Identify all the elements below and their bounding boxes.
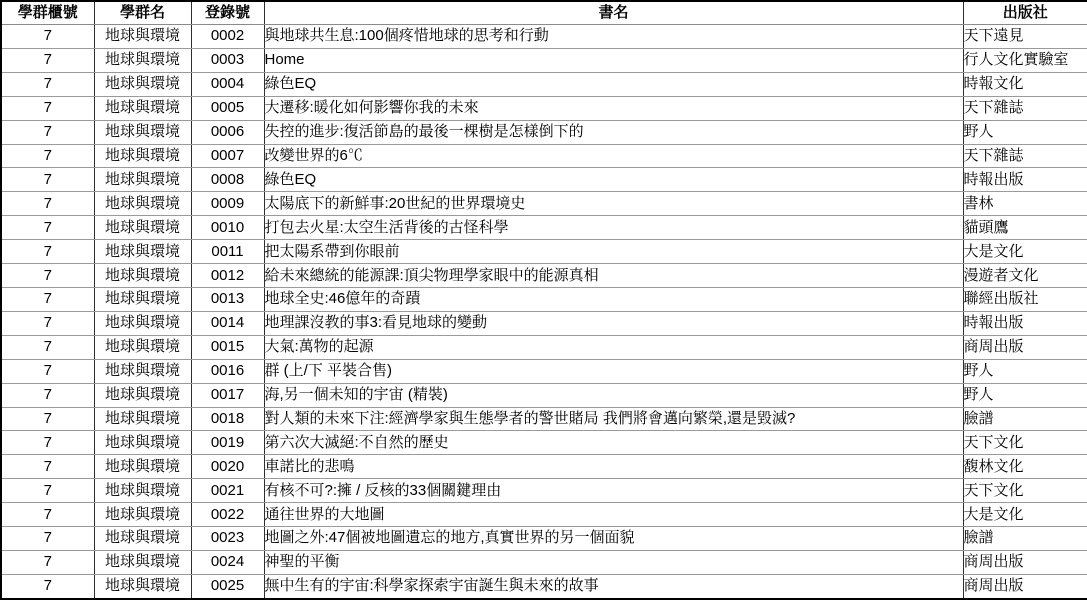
cell-group-name: 地球與環境 <box>94 479 191 503</box>
cell-group-name: 地球與環境 <box>94 192 191 216</box>
cell-publisher: 商周出版 <box>963 335 1087 359</box>
cell-group-cabinet-number: 7 <box>1 455 94 479</box>
cell-group-cabinet-number: 7 <box>1 503 94 527</box>
cell-group-name: 地球與環境 <box>94 48 191 72</box>
cell-group-cabinet-number: 7 <box>1 264 94 288</box>
cell-group-name: 地球與環境 <box>94 407 191 431</box>
cell-publisher: 商周出版 <box>963 577 1024 595</box>
cell-book-title: 地理課沒教的事3:看見地球的變動 <box>264 311 963 335</box>
table-row <box>1 264 1087 288</box>
table-row <box>1 96 1087 120</box>
table-row <box>1 550 1087 574</box>
cell-registration-number: 0009 <box>191 192 264 216</box>
cell-book-title: 綠色EQ <box>264 72 963 96</box>
cell-group-name: 地球與環境 <box>94 359 191 383</box>
cell-registration-number: 0004 <box>191 72 264 96</box>
cell-publisher: 天下雜誌 <box>963 144 1087 168</box>
cell-group-name: 地球與環境 <box>94 264 191 288</box>
cell-group-cabinet-number: 7 <box>1 25 94 49</box>
cell-book-title: 神聖的平衡 <box>264 550 963 574</box>
table-row <box>1 479 1087 503</box>
cell-registration-number: 0018 <box>191 407 264 431</box>
cell-registration-number: 0010 <box>191 216 264 240</box>
cell-group-cabinet-number: 7 <box>1 407 94 431</box>
table-row <box>1 72 1087 96</box>
cell-group-name: 地球與環境 <box>94 335 191 359</box>
cell-registration-number: 0006 <box>191 120 264 144</box>
table-row <box>1 455 1087 479</box>
cell-publisher: 天下雜誌 <box>963 96 1087 120</box>
table-row <box>1 503 1087 527</box>
cell-book-title: 綠色EQ <box>264 168 963 192</box>
cell-book-title: 地圖之外:47個被地圖遺忘的地方,真實世界的另一個面貌 <box>264 527 963 551</box>
cell-book-title: 地球全史:46億年的奇蹟 <box>264 287 963 311</box>
cell-group-cabinet-number: 7 <box>1 311 94 335</box>
cell-registration-number: 0012 <box>191 264 264 288</box>
cell-book-title: 海,另一個未知的宇宙 (精裝) <box>264 383 963 407</box>
cell-registration-number: 0011 <box>191 240 264 264</box>
cell-publisher: 時報出版 <box>963 168 1087 192</box>
cell-group-name: 地球與環境 <box>94 216 191 240</box>
cell-publisher: 大是文化 <box>963 503 1087 527</box>
header-registration-number: 登錄號 <box>191 1 264 25</box>
table-row <box>1 383 1087 407</box>
table-row <box>1 48 1087 72</box>
cell-publisher: 天下文化 <box>963 431 1087 455</box>
table-row <box>1 407 1087 431</box>
cell-book-title: 與地球共生息:100個疼惜地球的思考和行動 <box>264 25 963 49</box>
cell-group-name: 地球與環境 <box>94 287 191 311</box>
cell-group-name: 地球與環境 <box>94 455 191 479</box>
cell-registration-number: 0013 <box>191 287 264 311</box>
cell-group-name: 地球與環境 <box>94 168 191 192</box>
cell-group-name: 地球與環境 <box>94 120 191 144</box>
table-row <box>1 144 1087 168</box>
cell-registration-number: 0017 <box>191 383 264 407</box>
cell-registration-number: 0019 <box>191 431 264 455</box>
cell-book-title: 無中生有的宇宙:科學家探索宇宙誕生與未來的故事 <box>264 574 963 599</box>
cell-registration-number: 0020 <box>191 455 264 479</box>
cell-publisher: 書林 <box>963 192 1087 216</box>
cell-registration-number: 0002 <box>191 25 264 49</box>
cell-publisher: 野人 <box>963 359 1087 383</box>
cell-book-title: 大氣:萬物的起源 <box>264 335 963 359</box>
cell-publisher: 馥林文化 <box>963 455 1087 479</box>
cell-group-cabinet-number: 7 <box>1 144 94 168</box>
cell-group-cabinet-number: 7 <box>1 287 94 311</box>
cell-group-cabinet-number: 7 <box>1 359 94 383</box>
cell-group-cabinet-number: 7 <box>1 383 94 407</box>
cell-publisher: 野人 <box>963 383 1087 407</box>
cell-registration-number: 0016 <box>191 359 264 383</box>
cell-group-cabinet-number: 7 <box>1 527 94 551</box>
cell-registration-number: 0008 <box>191 168 264 192</box>
cell-publisher: 臉譜 <box>963 407 1087 431</box>
cell-group-name: 地球與環境 <box>94 503 191 527</box>
cell-group-cabinet-number: 7 <box>1 192 94 216</box>
table-row <box>1 527 1087 551</box>
table-row <box>1 431 1087 455</box>
cell-publisher: 天下文化 <box>963 479 1087 503</box>
cell-book-title: 對人類的未來下注:經濟學家與生態學者的警世賭局 我們將會邁向繁榮,還是毀滅? <box>264 407 963 431</box>
table-row <box>1 359 1087 383</box>
cell-registration-number: 0025 <box>191 574 264 599</box>
cell-group-name: 地球與環境 <box>94 72 191 96</box>
cell-book-title: 改變世界的6℃ <box>264 144 963 168</box>
cell-group-name: 地球與環境 <box>94 311 191 335</box>
cell-registration-number: 0007 <box>191 144 264 168</box>
cell-book-title: 第六次大滅絕:不自然的歷史 <box>264 431 963 455</box>
cell-group-cabinet-number: 7 <box>1 216 94 240</box>
cell-publisher: 貓頭鷹 <box>963 216 1087 240</box>
header-row <box>1 1 1087 25</box>
cell-group-cabinet-number: 7 <box>1 335 94 359</box>
cell-registration-number: 0022 <box>191 503 264 527</box>
table-row <box>1 192 1087 216</box>
cell-registration-number: 0005 <box>191 96 264 120</box>
header-group-name: 學群名 <box>94 1 191 25</box>
cell-publisher: 聯經出版社 <box>963 287 1087 311</box>
cell-group-name: 地球與環境 <box>94 96 191 120</box>
header-publisher: 出版社 <box>963 1 1087 25</box>
cell-registration-number: 0015 <box>191 335 264 359</box>
cell-registration-number: 0024 <box>191 550 264 574</box>
table-row <box>1 240 1087 264</box>
cell-group-cabinet-number: 7 <box>1 431 94 455</box>
cell-group-name: 地球與環境 <box>94 550 191 574</box>
cell-book-title: 給未來總統的能源課:頂尖物理學家眼中的能源真相 <box>264 264 963 288</box>
cell-publisher: 大是文化 <box>963 240 1087 264</box>
cell-group-cabinet-number: 7 <box>1 120 94 144</box>
cell-group-name: 地球與環境 <box>94 383 191 407</box>
header-group-cabinet-number: 學群櫃號 <box>1 1 94 25</box>
cell-group-cabinet-number: 7 <box>1 240 94 264</box>
cell-book-title: 把太陽系帶到你眼前 <box>264 240 963 264</box>
cell-book-title: 太陽底下的新鮮事:20世紀的世界環境史 <box>264 192 963 216</box>
cell-publisher: 野人 <box>963 120 1087 144</box>
cell-group-cabinet-number: 7 <box>1 48 94 72</box>
cell-publisher: 商周出版 <box>963 550 1087 574</box>
table-row <box>1 287 1087 311</box>
cell-group-cabinet-number: 7 <box>1 168 94 192</box>
cell-registration-number: 0003 <box>191 48 264 72</box>
cell-group-name: 地球與環境 <box>94 25 191 49</box>
cell-book-title: 有核不可?:擁 / 反核的33個關鍵理由 <box>264 479 963 503</box>
cell-book-title: 通往世界的大地圖 <box>264 503 963 527</box>
cell-group-cabinet-number: 7 <box>1 96 94 120</box>
table-row <box>1 168 1087 192</box>
cell-book-title: 車諾比的悲鳴 <box>264 455 963 479</box>
cell-group-name: 地球與環境 <box>94 240 191 264</box>
cell-group-cabinet-number: 7 <box>1 550 94 574</box>
table-row <box>1 311 1087 335</box>
cell-group-cabinet-number: 7 <box>1 72 94 96</box>
cell-publisher: 天下遠見 <box>963 25 1087 49</box>
header-book-title: 書名 <box>264 1 963 25</box>
cell-group-name: 地球與環境 <box>94 574 191 599</box>
cell-publisher: 時報文化 <box>963 72 1087 96</box>
cell-publisher: 時報出版 <box>963 311 1087 335</box>
cell-publisher: 行人文化實驗室 <box>963 48 1087 72</box>
cell-group-cabinet-number: 7 <box>1 479 94 503</box>
table-row <box>1 25 1087 49</box>
table-row <box>1 120 1087 144</box>
table-body <box>1 25 1087 600</box>
cell-book-title: 打包去火星:太空生活背後的古怪科學 <box>264 216 963 240</box>
table-row <box>1 574 1087 599</box>
cell-group-name: 地球與環境 <box>94 431 191 455</box>
cell-registration-number: 0014 <box>191 311 264 335</box>
cell-group-name: 地球與環境 <box>94 527 191 551</box>
cell-publisher: 臉譜 <box>963 527 1087 551</box>
table-row <box>1 216 1087 240</box>
cell-book-title: 群 (上/下 平裝合售) <box>264 359 963 383</box>
cell-group-cabinet-number: 7 <box>1 574 94 599</box>
cell-book-title: 失控的進步:復活節島的最後一棵樹是怎樣倒下的 <box>264 120 963 144</box>
cell-registration-number: 0021 <box>191 479 264 503</box>
cell-book-title: Home <box>264 48 963 72</box>
cell-book-title: 大遷移:暖化如何影響你我的未來 <box>264 96 963 120</box>
cell-group-name: 地球與環境 <box>94 144 191 168</box>
cell-registration-number: 0023 <box>191 527 264 551</box>
cell-publisher: 漫遊者文化 <box>963 264 1087 288</box>
table-row <box>1 335 1087 359</box>
